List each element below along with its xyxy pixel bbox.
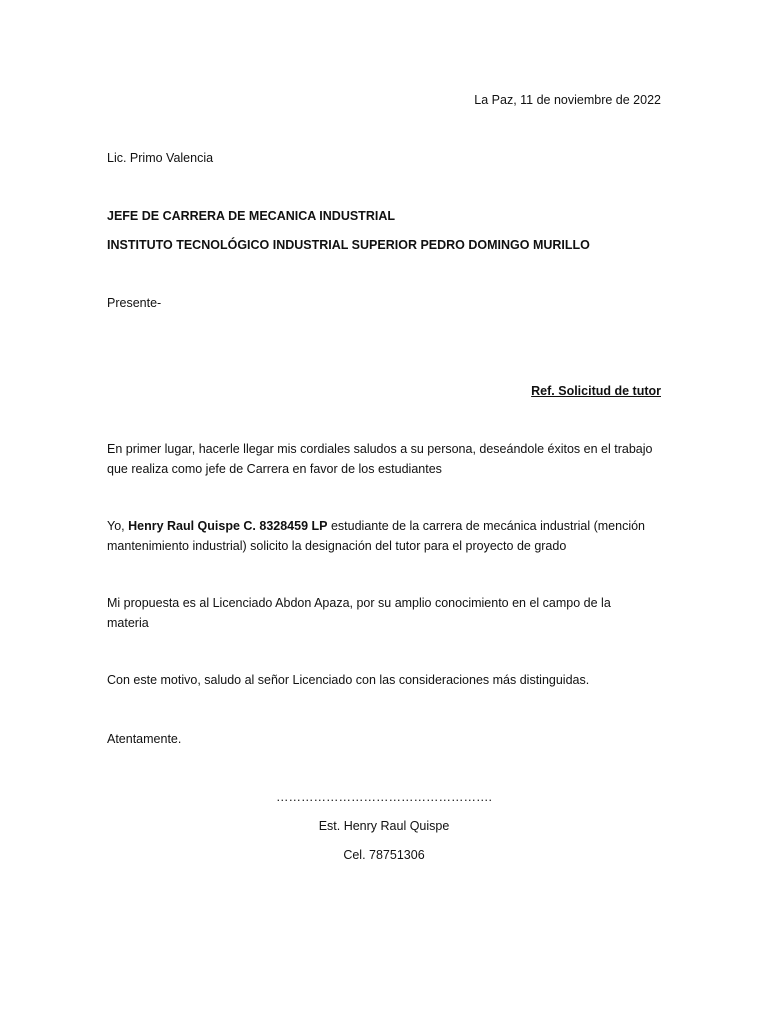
institution-name: INSTITUTO TECNOLÓGICO INDUSTRIAL SUPERIOR PEDRO DOMINGO MURILLO (107, 238, 590, 252)
paragraph-2-line-2: mantenimiento industrial) solicito la designación del tutor para el proyecto de grado (107, 539, 567, 553)
signer-name: Est. Henry Raul Quispe (318, 819, 450, 833)
recipient-name: Lic. Primo Valencia (107, 151, 214, 165)
paragraph-1-line-1: En primer lugar, hacerle llegar mis cordiales saludos a su persona, deseándole éxitos en el trabajo (107, 442, 653, 456)
paragraph-3-line-2: materia (107, 616, 149, 630)
paragraph-2-prefix: Yo, (107, 519, 129, 533)
paragraph-2-rest: estudiante de la carrera de mecánica industrial (mención (327, 519, 646, 533)
paragraph-3-line-1: Mi propuesta es al Licenciado Abdon Apaza, por su amplio conocimiento en el campo de la (107, 596, 611, 610)
paragraph-1-line-2: que realiza como jefe de Carrera en favor de los estudiantes (107, 462, 442, 476)
recipient-title: JEFE DE CARRERA DE MECANICA INDUSTRIAL (107, 209, 395, 223)
reference-line: Ref. Solicitud de tutor (531, 384, 661, 398)
paragraph-4: Con este motivo, saludo al señor Licenciado con las consideraciones más distinguidas. (107, 673, 590, 687)
closing: Atentamente. (107, 732, 182, 746)
presente-greeting: Presente- (107, 296, 162, 310)
signature-line: ……………………………………………. (276, 790, 492, 804)
letter-date: La Paz, 11 de noviembre de 2022 (474, 93, 661, 107)
signer-phone: Cel. 78751306 (343, 848, 425, 862)
student-id-bold: Henry Raul Quispe C. 8328459 LP (128, 519, 328, 533)
